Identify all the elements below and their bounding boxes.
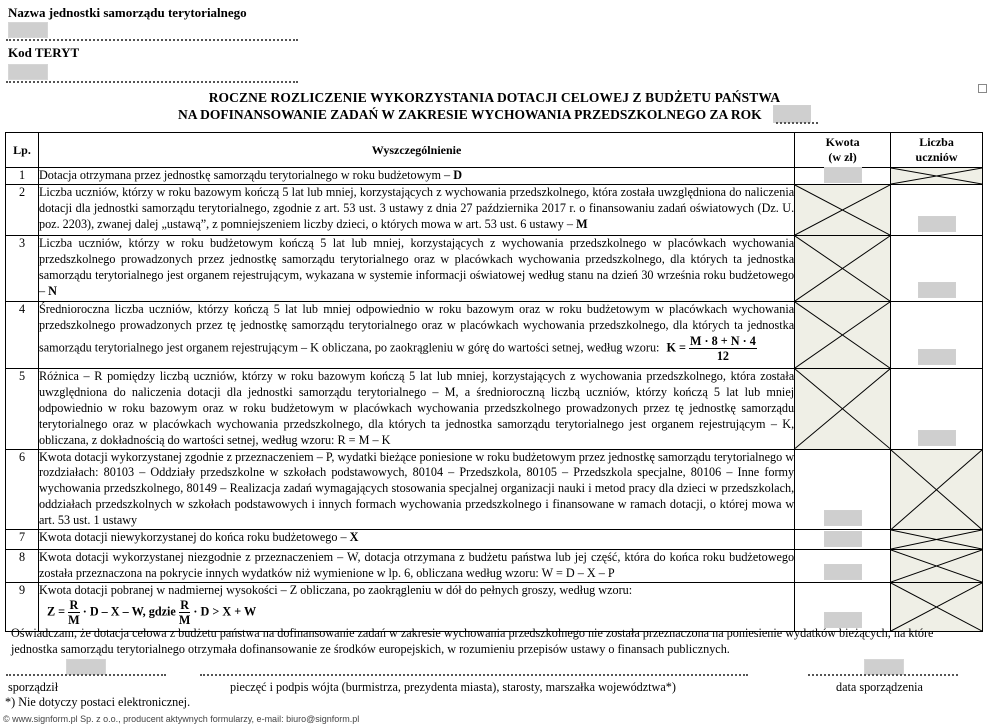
row-9-formula-r2: R [180, 597, 190, 612]
row-3-amount-crossed [795, 236, 891, 302]
cross-mark [795, 302, 890, 368]
row-7-desc [38, 530, 794, 550]
row-1-desc [38, 168, 794, 185]
table-row [6, 302, 983, 369]
row-9-formula-z: Z = [46, 604, 66, 619]
row-1-desc-text: Dotacja otrzymana przez jednostkę samorządu terytorialnego w roku budżetowym – [38, 168, 454, 182]
row-8-lp: 8 [6, 550, 39, 583]
row-1-amount-field[interactable] [824, 167, 862, 183]
table-row [6, 369, 983, 450]
seal-sign-dotted-line [200, 674, 748, 676]
table-header-row [6, 133, 983, 168]
col-desc-header: Wyszczególnienie [38, 133, 794, 168]
row-4-formula-fraction [689, 334, 757, 363]
row-2-desc-symbol: M [576, 216, 588, 231]
row-3-desc-text: Liczba uczniów, którzy w roku budżetowym kończą 5 lat lub mniej, korzystających z wychowania przedszkolnego w placówkach wychowania przedszkolnego prowadzonych przez jednostkę samorządu terytorialnego oraz w placówkach wychowania przedszkolnego, dla których ta jednostka samorządu terytorialnego jest organem rejestrującym, wykazana w systemie informacji oświatowej według stanu na dzień 30 września roku budżetowego – [38, 236, 795, 298]
col-amount-header-2: (w zł) [828, 150, 857, 164]
row-5-desc: Różnica – R pomiędzy liczbą uczniów, którzy w roku bazowym kończą 5 lat lub mniej, korzystających z wychowania przedszkolnego, która została uwzględniona do naliczenia dotacji dla jednostki samorządu terytorialnego – M, a średnioroczną liczbą uczniów, którzy kończą 5 lat lub mniej odpowiednio w roku bazowym oraz w roku budżetowym w placówkach wychowania przedszkolnego prowadzonych przez tę jednostkę samorządu terytorialnego oraz w placówkach wychowania przedszkolnego, dla których ta jednostka samorządu terytorialnego jest organem rejestrującym – K, obliczana, z dokładnością do wartości setnej, według wzoru: R = M – K [38, 369, 794, 450]
settlement-table [5, 132, 983, 632]
table-row [6, 550, 983, 583]
cross-mark [891, 168, 982, 184]
row-3-pupils-field[interactable] [918, 282, 956, 298]
cross-mark [891, 583, 982, 631]
form-title-line1: ROCZNE ROZLICZENIE WYKORZYSTANIA DOTACJI CELOWEJ Z BUDŻETU PAŃSTWA [208, 90, 781, 105]
cross-mark [891, 530, 982, 549]
form-title-line2-wrap [0, 107, 989, 125]
row-4-formula [666, 334, 756, 363]
date-field[interactable] [864, 659, 904, 675]
year-dotted-line [776, 122, 818, 124]
cross-mark [891, 550, 982, 582]
row-7-amount-field[interactable] [824, 531, 862, 547]
row-8-amount-cell [795, 550, 891, 583]
cross-mark [795, 185, 890, 235]
row-8-amount-field[interactable] [824, 564, 862, 580]
row-9-formula-m: M [68, 612, 80, 627]
row-8-desc: Kwota dotacji wykorzystanej niezgodnie z przeznaczeniem – W, dotacja otrzymana z budżetu państwa lub jej część, która do końca roku budżetowego została przeznaczona na pokrycie innych wydatków niż wymienione w lp. 6, obliczana według wzoru: W = D – X – P [38, 550, 794, 583]
table-row [6, 236, 983, 302]
row-9-lp: 9 [6, 583, 39, 632]
row-6-desc: Kwota dotacji wykorzystanej zgodnie z przeznaczeniem – P, wydatki bieżące poniesione w roku budżetowym przez jednostkę samorządu terytorialnego w rozdziałach: 80103 – Oddziały przedszkolne w szkołach podstawowych, 80104 – Przedszkola, 80105 – Przedszkola specjalne, 80106 – Inne formy wychowania przedszkolnego, 80149 – Realizacja zadań wymagających stosowania specjalnej organizacji nauki i metod pracy dla dzieci w przedszkolach, oddziałach przedszkolnych w szkołach podstawowych i innych formach wychowania przedszkolnego i finansowane w ramach dotacji, o której mowa w art. 53 ust. 1 ustawy [38, 449, 794, 530]
row-7-desc-symbol: X [349, 530, 359, 545]
row-4-formula-denominator: 12 [716, 348, 730, 363]
col-pupils-header-2: uczniów [915, 150, 958, 164]
row-4-amount-crossed [795, 302, 891, 369]
seal-sign-label: pieczęć i podpis wójta (burmistrza, prezydenta miasta), starosty, marszałka województwa*) [230, 680, 676, 694]
row-5-pupils-field[interactable] [918, 430, 956, 446]
row-2-desc-text: Liczba uczniów, którzy w roku bazowym kończą 5 lat lub mniej, korzystających z wychowania przedszkolnego, która została uwzględniona do naliczenia dotacji dla jednostki samorządu terytorialnego, zgodnie z art. 53 ust. 3 ustawy z dnia 27 października 2017 r. o finansowaniu zadań oświatowych (Dz. U. poz. 2203), zwanej dalej „ustawą”, z pomniejszeniem liczby dzieci, o których mowa w art. 53 ust. 6 ustawy – [38, 185, 795, 231]
row-2-pupils-field[interactable] [918, 216, 956, 232]
footnote: *) Nie dotyczy postaci elektronicznej. [5, 695, 191, 709]
cross-mark [891, 450, 982, 530]
row-6-amount-cell [795, 449, 891, 530]
row-6-lp: 6 [6, 449, 39, 530]
row-5-amount-crossed [795, 369, 891, 450]
prepared-by-label: sporządził [8, 680, 59, 694]
cross-mark [795, 236, 890, 301]
unit-name-field[interactable] [8, 22, 48, 38]
row-3-lp: 3 [6, 236, 39, 302]
teryt-field[interactable] [8, 64, 48, 80]
date-label: data sporządzenia [836, 680, 923, 694]
row-7-lp: 7 [6, 530, 39, 550]
row-7-desc-text: Kwota dotacji niewykorzystanej do końca roku budżetowego – [38, 530, 350, 545]
row-9-desc-text: Kwota dotacji pobranej w nadmiernej wysokości – Z obliczana, po zaokrągleniu w dół do pełnych groszy, według wzoru: [38, 583, 633, 598]
table-row [6, 449, 983, 530]
year-field[interactable] [773, 105, 811, 123]
row-7-pupils-crossed [891, 530, 983, 550]
row-4-pupils-cell [891, 302, 983, 369]
row-9-formula-m2: M [178, 612, 191, 627]
row-6-pupils-crossed [891, 449, 983, 530]
row-9-formula-r: R [69, 597, 79, 612]
row-6-amount-field[interactable] [824, 510, 862, 526]
row-9-formula [39, 598, 794, 627]
row-7-amount-cell [795, 530, 891, 550]
row-5-pupils-cell [891, 369, 983, 450]
row-4-formula-numerator: M · 8 + N · 4 [690, 333, 756, 348]
row-1-desc-symbol: D [453, 168, 463, 182]
teryt-label: Kod TERYT [8, 45, 80, 60]
row-2-amount-crossed [795, 185, 891, 236]
teryt-dotted-line [6, 81, 298, 83]
col-pupils-header [891, 133, 983, 168]
col-lp-header: Lp. [6, 133, 39, 168]
declaration-text: Oświadczam, że dotacja celowa z budżetu państwa na dofinansowanie zadań w zakresie wychowania przedszkolnego nie została przeznaczona na poniesienie wydatków bieżących, na które jednostka samorządu terytorialnego otrzymała dofinansowanie ze środków europejskich, w rozumieniu przepisów ustawy o finansach publicznych. [11, 626, 934, 656]
row-4-lp: 4 [6, 302, 39, 369]
row-4-desc-text: Średnioroczna liczba uczniów, którzy kończą 5 lat lub mniej odpowiednio w roku bazowym oraz w roku budżetowym w placówkach wychowania przedszkolnego prowadzonych przez tę jednostkę samorządu terytorialnego oraz w placówkach wychowania przedszkolnego, dla których ta jednostka samorządu terytorialnego jest organem rejestrującym – K obliczana, po zaokrągleniu w górę do wartości setnej, według wzoru: [38, 302, 795, 355]
col-amount-header [795, 133, 891, 168]
row-4-pupils-field[interactable] [918, 349, 956, 365]
cross-mark [795, 369, 890, 449]
table-row [6, 530, 983, 550]
row-4-desc [38, 302, 794, 369]
row-9-formula-fraction-2 [179, 598, 191, 627]
row-8-pupils-crossed [891, 550, 983, 583]
row-2-desc [38, 185, 794, 236]
row-2-lp: 2 [6, 185, 39, 236]
row-4-formula-lhs: K = [666, 340, 686, 355]
row-5-lp: 5 [6, 369, 39, 450]
table-row [6, 185, 983, 236]
row-9-formula-rest2: · D > X + W [193, 604, 257, 619]
prepared-by-dotted-line [6, 674, 166, 676]
row-1-lp: 1 [6, 168, 39, 185]
row-1-amount-cell [795, 168, 891, 185]
col-pupils-header-1: Liczba [919, 135, 954, 149]
form-title-line2: NA DOFINANSOWANIE ZADAŃ W ZAKRESIE WYCHOWANIA PRZEDSZKOLNEGO ZA ROK [178, 107, 762, 123]
row-9-formula-fraction-1 [68, 598, 80, 627]
footer-copyright: © www.signform.pl Sp. z o.o., producent aktywnych formularzy, e-mail: biuro@signform.pl [3, 714, 360, 724]
table-row [6, 168, 983, 185]
unit-name-label: Nazwa jednostki samorządu terytorialnego [8, 5, 247, 20]
row-1-pupils-crossed [891, 168, 983, 185]
unit-name-dotted-line [6, 39, 298, 41]
row-9-formula-rest1: · D – X – W, gdzie [82, 604, 176, 619]
row-3-desc-symbol: N [48, 283, 57, 298]
prepared-by-field[interactable] [66, 659, 106, 675]
row-3-pupils-cell [891, 236, 983, 302]
col-amount-header-1: Kwota [825, 135, 860, 149]
date-dotted-line [808, 674, 958, 676]
row-2-pupils-cell [891, 185, 983, 236]
row-3-desc [38, 236, 794, 302]
